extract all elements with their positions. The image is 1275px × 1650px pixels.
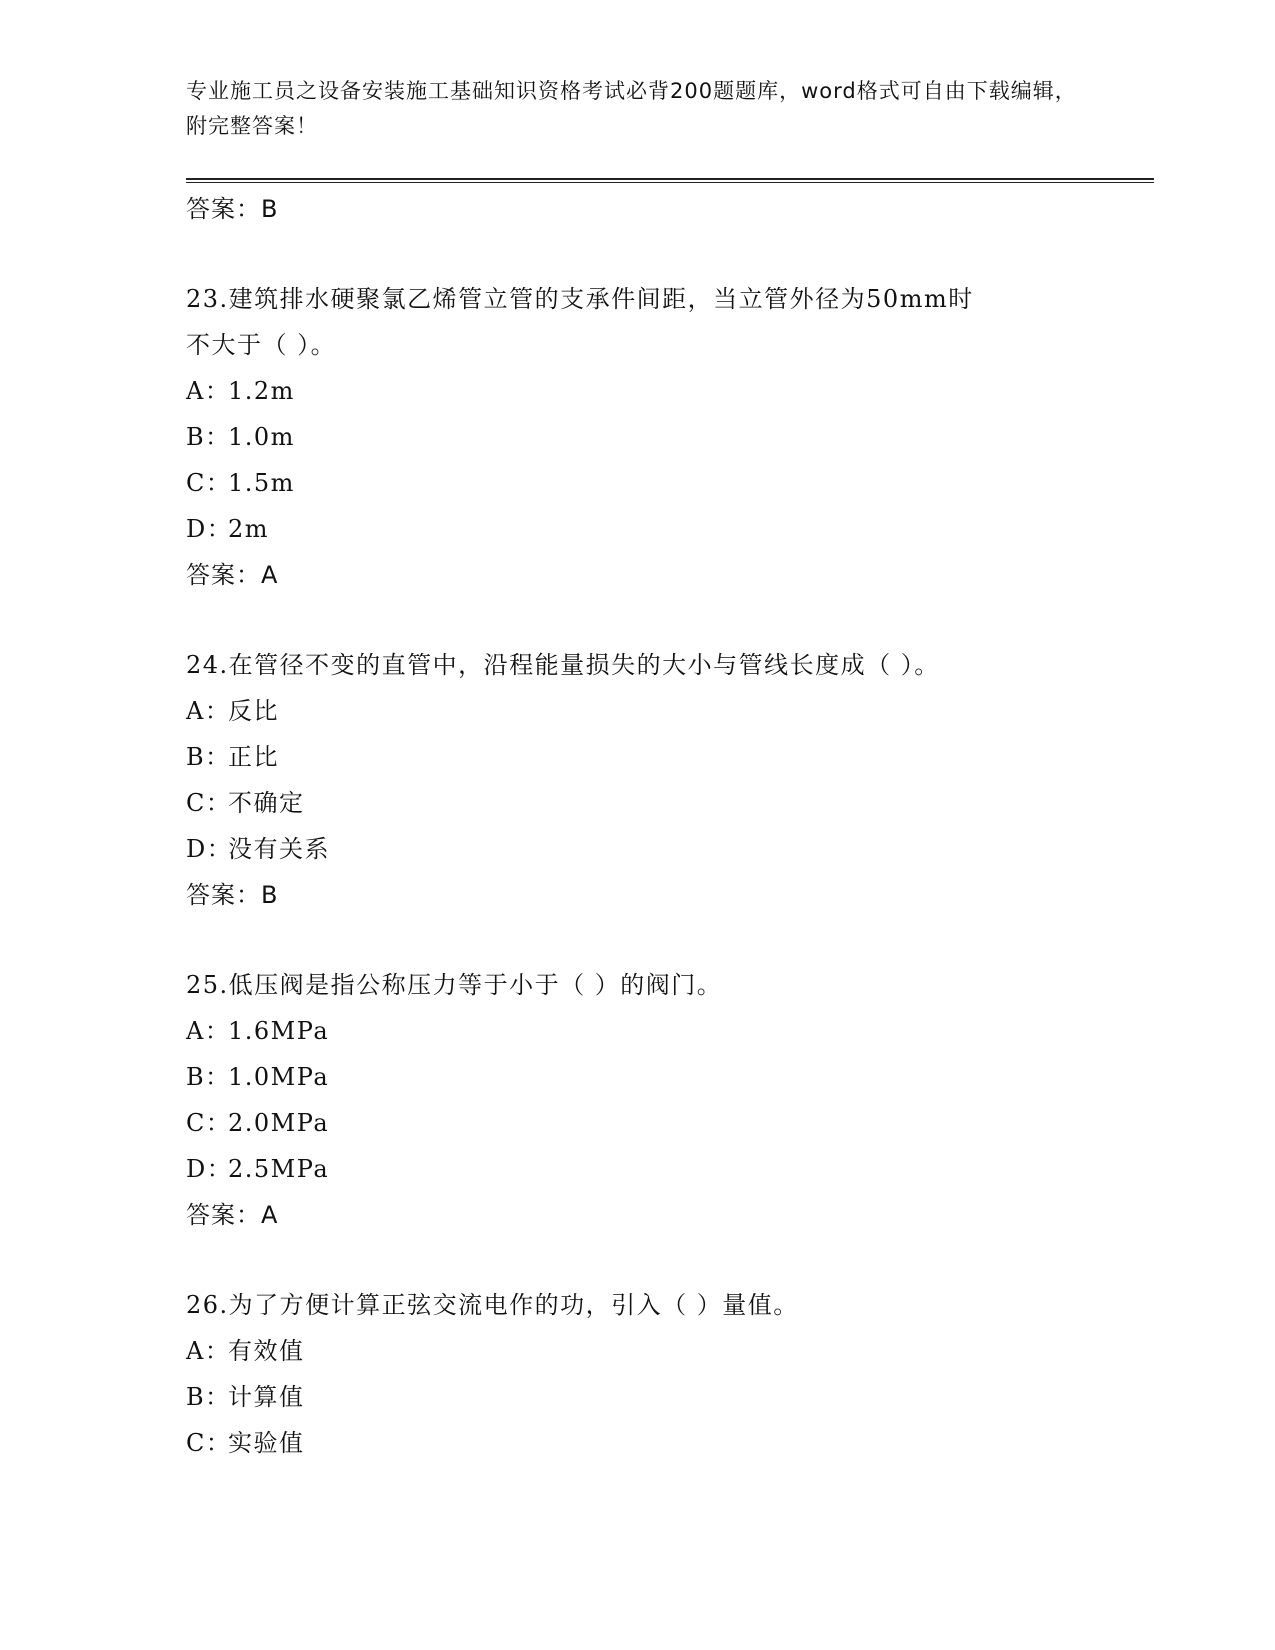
option-key: C： bbox=[186, 1429, 232, 1457]
option-key: B： bbox=[186, 743, 231, 771]
option-value: 正比 bbox=[228, 743, 279, 771]
option-key: C： bbox=[186, 1109, 232, 1137]
option-key: A： bbox=[186, 1017, 231, 1045]
option-c bbox=[186, 460, 1154, 506]
option-value: 1.5m bbox=[228, 469, 295, 497]
option-key: B： bbox=[186, 1383, 231, 1411]
option-key: D： bbox=[186, 515, 233, 543]
question-text: 23.建筑排水硬聚氯乙烯管立管的支承件间距，当立管外径为50mm时 bbox=[186, 285, 974, 313]
answer-line: 答案：A bbox=[186, 1201, 279, 1229]
option-a bbox=[186, 688, 1154, 734]
option-key: D： bbox=[186, 835, 233, 863]
question-text: 24.在管径不变的直管中，沿程能量损失的大小与管线长度成（ ）。 bbox=[186, 651, 940, 679]
question-block bbox=[186, 276, 1154, 598]
question-block bbox=[186, 1282, 1154, 1466]
option-a bbox=[186, 1008, 1154, 1054]
option-key: A： bbox=[186, 377, 231, 405]
answer-line: 答案：B bbox=[186, 881, 279, 909]
option-c bbox=[186, 780, 1154, 826]
option-c bbox=[186, 1100, 1154, 1146]
question-block bbox=[186, 642, 1154, 918]
option-key: C： bbox=[186, 469, 232, 497]
option-value: 2m bbox=[228, 515, 270, 543]
option-c bbox=[186, 1420, 1154, 1466]
option-value: 不确定 bbox=[228, 789, 305, 817]
option-value: 1.2m bbox=[228, 377, 295, 405]
answer-line: 答案：B bbox=[186, 195, 279, 223]
question-text: 25.低压阀是指公称压力等于小于（ ）的阀门。 bbox=[186, 971, 723, 999]
option-value: 1.6MPa bbox=[228, 1017, 330, 1045]
option-key: D： bbox=[186, 1155, 233, 1183]
option-b bbox=[186, 1054, 1154, 1100]
option-b bbox=[186, 414, 1154, 460]
question-block bbox=[186, 962, 1154, 1238]
option-value: 2.5MPa bbox=[228, 1155, 330, 1183]
option-key: C： bbox=[186, 789, 232, 817]
option-value: 1.0m bbox=[228, 423, 295, 451]
option-b bbox=[186, 1374, 1154, 1420]
answer-line: 答案：A bbox=[186, 561, 279, 589]
option-a bbox=[186, 1328, 1154, 1374]
header-divider bbox=[186, 178, 1154, 183]
option-value: 2.0MPa bbox=[228, 1109, 330, 1137]
document-header: 专业施工员之设备安装施工基础知识资格考试必背200题题库，word格式可自由下载编辑，附完整答案！ bbox=[186, 79, 1077, 138]
option-key: A： bbox=[186, 1337, 231, 1365]
question-text-continued: 不大于（ ）。 bbox=[186, 331, 337, 359]
option-key: B： bbox=[186, 423, 231, 451]
option-value: 没有关系 bbox=[228, 835, 330, 863]
option-d bbox=[186, 506, 1154, 552]
option-a bbox=[186, 368, 1154, 414]
question-list bbox=[186, 186, 1154, 1466]
option-d bbox=[186, 1146, 1154, 1192]
option-key: B： bbox=[186, 1063, 231, 1091]
option-value: 计算值 bbox=[228, 1383, 305, 1411]
option-value: 反比 bbox=[228, 697, 279, 725]
option-d bbox=[186, 826, 1154, 872]
option-b bbox=[186, 734, 1154, 780]
option-value: 1.0MPa bbox=[228, 1063, 330, 1091]
question-text: 26.为了方便计算正弦交流电作的功，引入（ ）量值。 bbox=[186, 1291, 799, 1319]
option-key: A： bbox=[186, 697, 231, 725]
option-value: 实验值 bbox=[228, 1429, 305, 1457]
option-value: 有效值 bbox=[228, 1337, 305, 1365]
